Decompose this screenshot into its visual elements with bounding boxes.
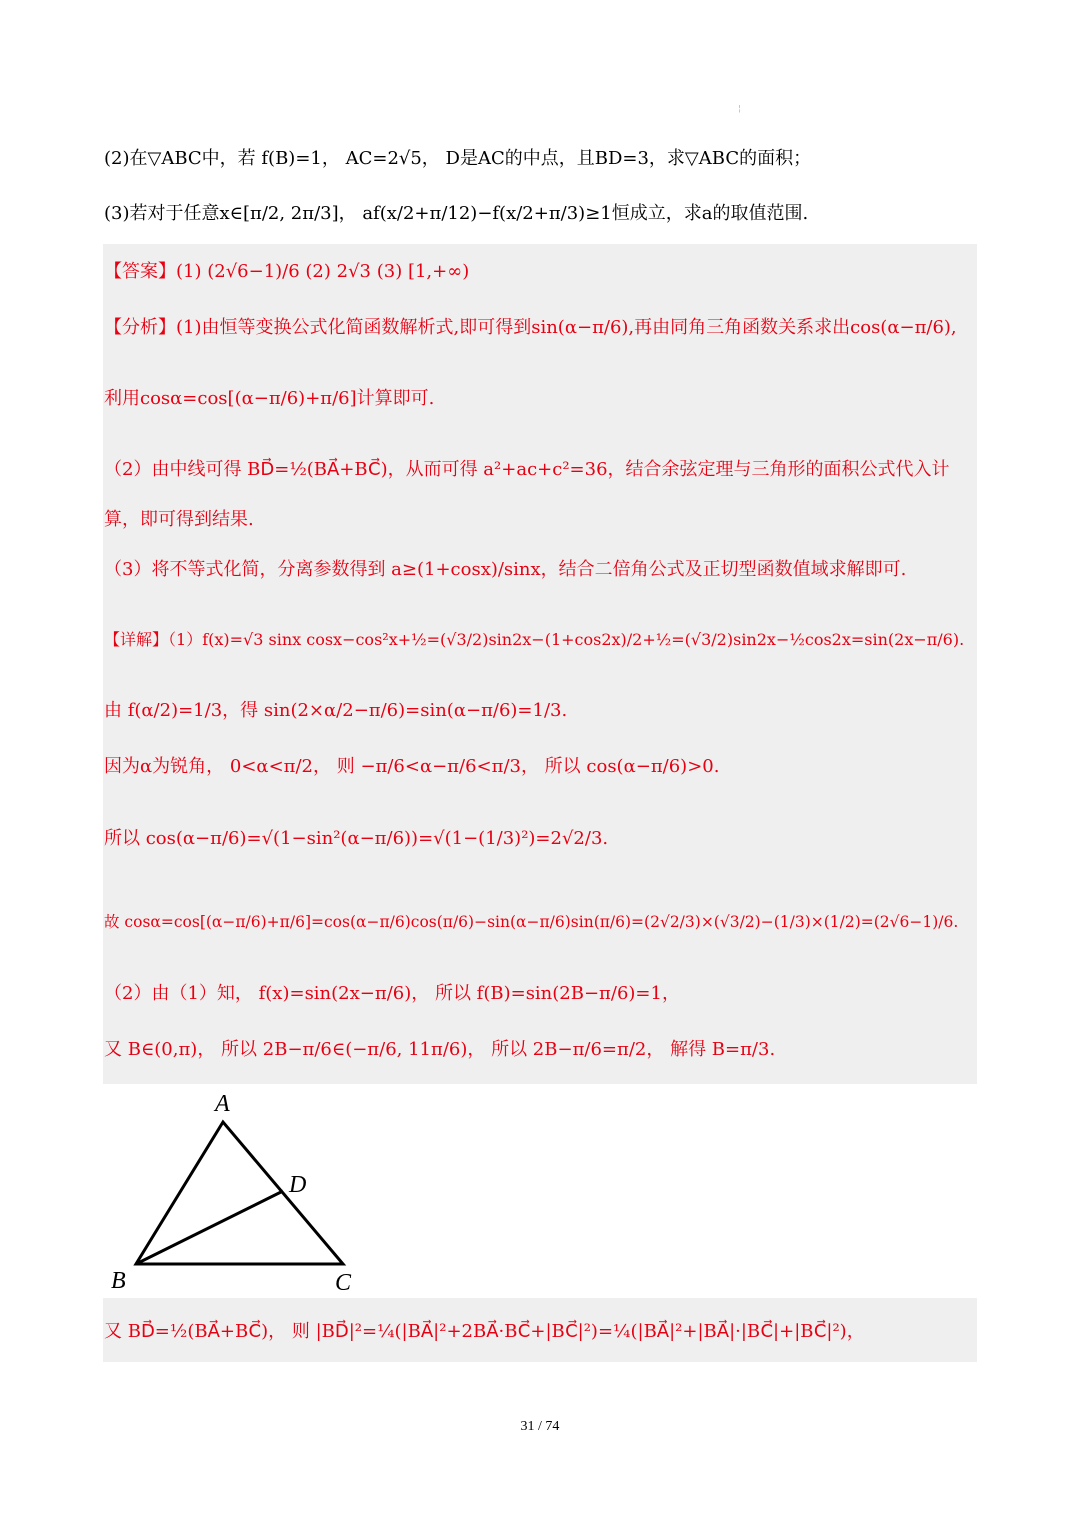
- detail-l6: （2）由（1）知， f(x)=sin(2x−π/6)， 所以 f(B)=sin(2B−π/6)=1，: [104, 983, 680, 1004]
- answer-label: 【答案】: [104, 261, 176, 282]
- analysis-p2b: 算，即可得到结果.: [104, 509, 254, 530]
- detail-l4: 所以 cos(α−π/6)=√(1−sin²(α−π/6))=√(1−(1/3)²)=2√2/3.: [104, 828, 609, 849]
- answer-line: [104, 258, 469, 286]
- detail-l2: 由 f(α/2)=1/3，得 sin(2×α/2−π/6)=sin(α−π/6)=1/3.: [104, 700, 568, 721]
- detail-l7: 又 B∈(0,π)， 所以 2B−π/6∈(−π/6, 11π/6)， 所以 2B−π/6=π/2， 解得 B=π/3.: [104, 1039, 776, 1060]
- analysis-label: 【分析】: [104, 317, 176, 338]
- analysis-p2a: （2）由中线可得 BD⃗=½(BA⃗+BC⃗)，从而可得 a²+ac+c²=36，结合余弦定理与三角形的面积公式代入计: [104, 459, 950, 480]
- page-number: 31 / 74: [520, 1419, 560, 1434]
- triangle-figure: [103, 1084, 363, 1298]
- detail-l1: （1）f(x)=√3 sinx cosx−cos²x+½=(√3/2)sin2x−(1+cos2x)/2+½=(√3/2)sin2x−½cos2x=sin(2x−π/6).: [168, 630, 965, 649]
- analysis-p1a: (1)由恒等变换公式化简函数解析式,即可得到sin(α−π/6),再由同角三角函数关系求出cos(α−π/6),: [176, 317, 957, 338]
- point-d-label: D: [289, 1172, 307, 1198]
- detail-line-1: [104, 626, 964, 654]
- triangle-abc: [136, 1122, 343, 1264]
- analysis-p1b: 利用cosα=cos[(α−π/6)+π/6]计算即可.: [104, 388, 435, 409]
- question-part2: (2)在▽ABC中，若 f(B)=1， AC=2√5， D是AC的中点，且BD=3，求▽ABC的面积；: [104, 148, 812, 169]
- analysis-line-1: [104, 314, 957, 342]
- question-part3: (3)若对于任意x∈[π/2, 2π/3]， af(x/2+π/12)−f(x/2+π/3)≥1恒成立，求a的取值范围.: [104, 203, 809, 224]
- detail-l8: 又 BD⃗=½(BA⃗+BC⃗)， 则 |BD⃗|²=¼(|BA⃗|²+2BA⃗·BC⃗+|BC⃗|²)=¼(|BA⃗|²+|BA⃗|·|BC⃗|+|BC⃗|²)，: [104, 1321, 865, 1342]
- vertex-a-label: A: [215, 1091, 230, 1117]
- answer-text: (1) (2√6−1)/6 (2) 2√3 (3) [1,+∞): [176, 261, 470, 282]
- page-mark: ¦: [738, 104, 741, 113]
- analysis-p3: （3）将不等式化简，分离参数得到 a≥(1+cosx)/sinx，结合二倍角公式及正切型函数值域求解即可.: [104, 559, 907, 580]
- triangle-diagram: [103, 1084, 363, 1298]
- vertex-c-label: C: [335, 1270, 352, 1296]
- detail-label: 【详解】: [104, 630, 169, 649]
- detail-l5: 故 cosα=cos[(α−π/6)+π/6]=cos(α−π/6)cos(π/6)−sin(α−π/6)sin(π/6)=(2√2/3)×(√3/2)−(1/3)×(1/2)=(2√6−1)/6.: [104, 913, 959, 931]
- detail-l3: 因为α为锐角， 0<α<π/2， 则 −π/6<α−π/6<π/3， 所以 cos(α−π/6)>0.: [104, 756, 720, 777]
- vertex-b-label: B: [111, 1268, 126, 1294]
- solution-panel: [103, 244, 977, 1084]
